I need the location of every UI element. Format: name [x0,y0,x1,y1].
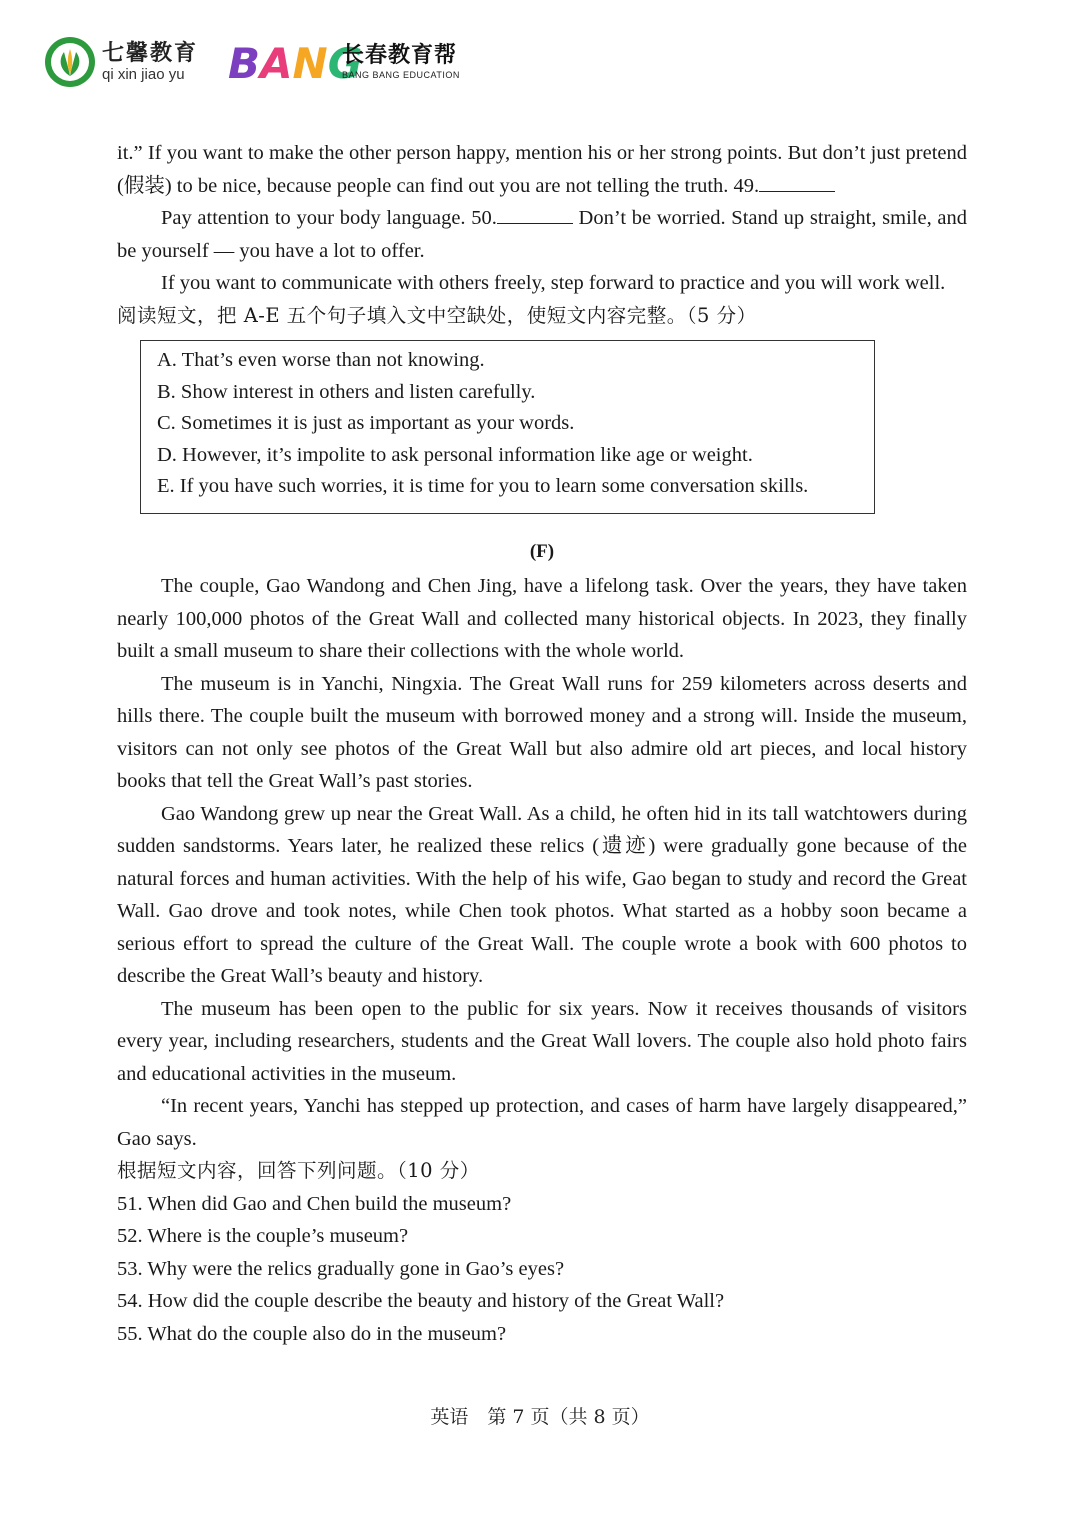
blank-49 [759,173,835,192]
bang-logo-cn: 长春教育帮 [342,42,458,68]
part-e-paragraph-1-text: it.” If you want to make the other person happy, mention his or her strong points. But don’t just pretend (假装) to be nice, because people can find out you are not telling the truth. 49. [117,142,967,197]
part-e-paragraph-2 [117,202,967,267]
part-f-paragraph-2: The museum is in Yanchi, Ningxia. The Great Wall runs for 259 kilometers across deserts and hills there. The couple built the museum with borrowed money and a strong will. Inside the museum, visitors can not only see photos of the Great Wall but also admire old art pieces, and local history books that tell the Great Wall’s past stories. [117,672,967,792]
option-c: C. Sometimes it is just as important as your words. [157,412,575,434]
qixin-leaf-icon [44,36,96,88]
option-b: B. Show interest in others and listen carefully. [157,380,536,403]
section-f-title: (F) [529,540,555,562]
question-54: 54. How did the couple describe the beauty and history of the Great Wall? [117,1290,725,1312]
question-53: 53. Why were the relics gradually gone in Gao’s eyes? [117,1257,565,1280]
page-content [117,137,967,1350]
bang-logo-en: BANG BANG EDUCATION [342,69,460,80]
page-header [44,34,460,90]
part-f-instruction: 根据短文内容，回答下列问题。（10 分） [117,1159,480,1182]
bang-wordmark-icon [228,39,363,88]
part-e-paragraph-2-text: Pay attention to your body language. 50. [161,207,497,229]
part-f-paragraph-1: The couple, Gao Wandong and Chen Jing, have a lifelong task. Over the years, they have taken nearly 100,000 photos of the Great Wall and collected many historical objects. In 2023, they finally built a small museum to share their collections with the whole world. [117,575,967,662]
part-f-paragraph-3: Gao Wandong grew up near the Great Wall. As a child, he often hid in its tall watchtowers during sudden sandstorms. Years later, he realized these relics (遗迹) were gradually gone because of the natural forces and human activities. With the help of his wife, Gao began to study and record the Great Wall. Gao drove and took notes, while Chen took photos. What started as a hobby soon became a serious effort to spread the culture of the Great Wall. The couple wrote a book with 600 photos to describe the Great Wall’s beauty and history. [117,802,967,987]
page-footer: 英语 第 7 页（共 8 页） [430,1406,650,1428]
svg-text:BANG: BANG [228,39,363,88]
part-e-paragraph-2-tail: Don’t be worried. Stand up straight, smile, and be yourself — you have a lot to offer. [117,207,967,262]
part-e-instruction: 阅读短文，把 A-E 五个句子填入文中空缺处，使短文内容完整。（5 分） [117,303,757,327]
question-51: 51. When did Gao and Chen build the museum? [117,1192,512,1215]
question-55: 55. What do the couple also do in the museum? [117,1322,507,1345]
qixin-logo-pinyin: qi xin jiao yu [102,66,185,83]
option-a: A. That’s even worse than not knowing. [157,349,485,371]
options-box [140,340,875,514]
part-e-paragraph-1 [117,137,967,202]
part-f-paragraph-5: “In recent years, Yanchi has stepped up protection, and cases of harm have largely disappeared,” Gao says. [117,1095,967,1150]
part-e-paragraph-3: If you want to communicate with others freely, step forward to practice and you will work well. [161,272,946,294]
blank-50 [497,205,573,224]
qixin-logo [44,36,198,88]
qixin-logo-cn: 七馨教育 [102,40,199,66]
option-d: D. However, it’s impolite to ask personal information like age or weight. [157,443,753,466]
part-f-paragraph-4: The museum has been open to the public for six years. Now it receives thousands of visitors every year, including researchers, students and the Great Wall lovers. The couple also hold photo fairs and educational activities in the museum. [117,997,967,1085]
option-e: E. If you have such worries, it is time for you to learn some conversation skills. [157,475,809,497]
bang-logo [228,39,460,88]
question-52: 52. Where is the couple’s museum? [117,1225,409,1247]
